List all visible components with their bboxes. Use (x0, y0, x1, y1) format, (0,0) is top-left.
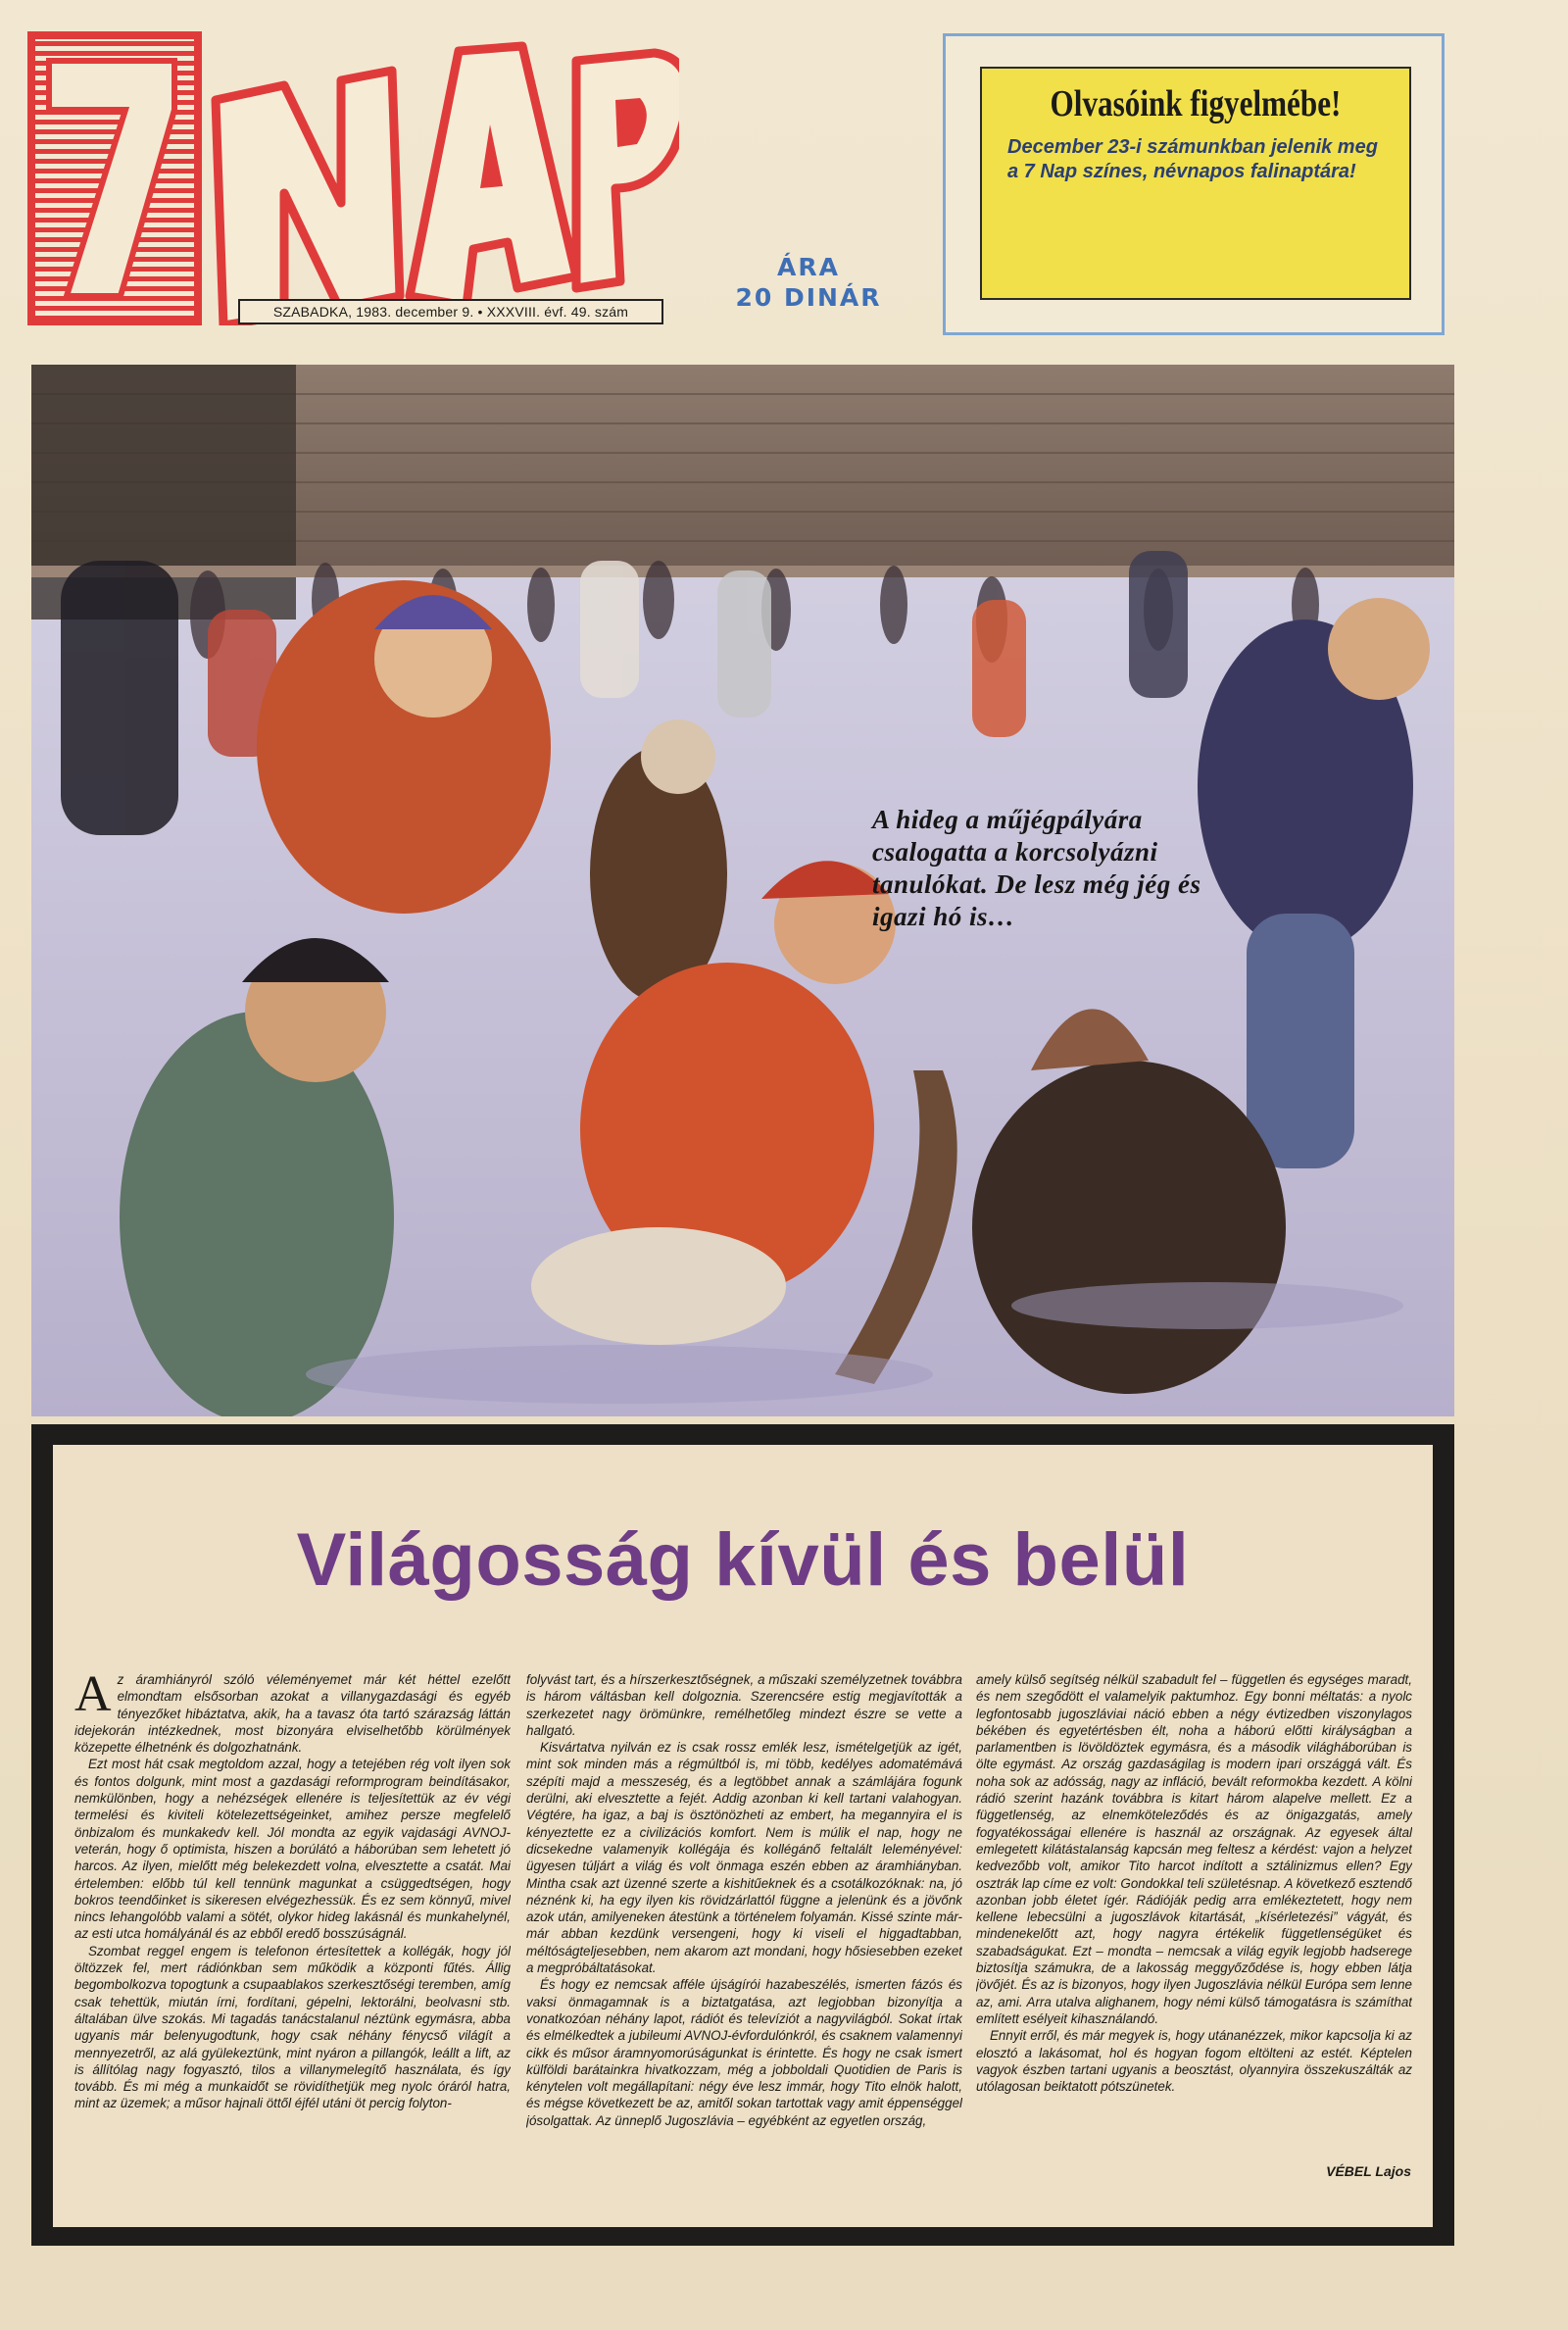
photo-caption: A hideg a műjégpályára csalogatta a korcsolyázni tanulókat. De lesz még jég és igazi hó is… (872, 805, 1201, 931)
notice-title: Olvasóink figyelmébe! (1050, 83, 1342, 124)
article-paragraph: Szombat reggel engem is telefonon értesítettek a kollégák, hogy jól öltözzek fel, mert rádiónkban sem működik a központi fűtés. Állig begombolkozva topogtunk a csupaablakos szerkesztőségi teremben, amíg csak tehettük, miután írni, fordítani, gépelni, lektorálni, beolvasni stb. általában ülve szokás. Mi tagadás tanácstalanul néztünk egymásra, abba ugyanis már belenyugodtunk, hogy csak néhány fénycső világít a mennyezetről, az alá gyülekeztünk, mint nyáron a pillangók, leállt a lift, az is állítólag nagy fogyasztó, tilos a villanymelegítő használata, és így tovább. És mi még a munkaidőt se rövidíthetjük meg nyolc óráról hatra, mint az üzemek; a műsor hajnali öttől éjfél utáni öt percig folyton- (74, 1943, 511, 2111)
price-label: ÁRA (777, 253, 840, 281)
article-column-1 (74, 1671, 511, 2196)
article-paragraph: Ennyit erről, és már megyek is, hogy utánanézzek, mikor kapcsolja ki az elosztó a lakásomat, hol és hogyan fogom eltölteni az estét. Képtelen vagyok észben tartani ugyanis a beosztást, olyannyira összekuszálták az utólagosan beiktatott pótszünetek. (976, 2028, 1412, 2095)
article-paragraph: folyvást tart, és a hírszerkesztőségnek, a műszaki személyzetnek továbbra is három váltásban kell dolgoznia. Szerencsére estig megjavították a szerkezetet nagy örömünkre, remélhetőleg mindezt észre se vette a hallgató. (526, 1672, 962, 1738)
article-author: VÉBEL Lajos (1326, 2163, 1411, 2179)
article-paragraph: És hogy ez nemcsak afféle újságírói hazabeszélés, ismerten fázós és vaksi önmagamnak is a biztatgatása, azt legjobban bizonyítja a vonatkozóan néhány lapot, rádiót és televíziót a nagyvilágból. Sokat írtak és elmélkedtek a jubileumi AVNOJ-évfordulónkról, és csaknem valamennyi cikk és műsor áramnyomorúságunkat is érintette. És hogy ne csak ismert külföldi barátainkra hivatkozzam, még a jobboldali Quotidien de Paris is kénytelen volt megállapítani: négy éve lesz immár, hogy Tito elnök halott, és mégse következett be az, amitől sokan tartottak vagy amit éppenséggel jósolgattak. Az ünneplő Jugoszlávia – egyébként az egyetlen ország, (526, 1977, 962, 2128)
drop-cap: A (74, 1671, 112, 1722)
price-block (706, 253, 911, 312)
article-column-3 (976, 1671, 1412, 2196)
dateline: SZABADKA, 1983. december 9. • XXXVIII. évf. 49. szám (238, 299, 663, 324)
article-column-2 (526, 1671, 962, 2196)
notice-body: December 23-i számunkban jelenik meg a 7 Nap színes, névnapos falinaptára! (1007, 136, 1378, 182)
article-paragraph: Ezt most hát csak megtoldom azzal, hogy a tetejében rég volt ilyen sok és fontos dolgunk, mint most a gazdasági reformprogram beindításakor, nemkülönben, hogy a nehézségek ellenére is teljesítettük az év végi termelési és kiviteli kötelezettségeinket, amihez persze megfelelő önbizalom és munkakedv kell. Jól mondta az egyik vajdasági AVNOJ-veterán, hogy ő optimista, hiszen a borúlátó a háborúban sem lehetett jó harcos. Az ilyen, mielőtt még belekezdett volna, elvesztette a csatát. Mai értelemben: előbb túl kell tennünk magunkat a csüggedtségen, hogy bokros teendőinket is sikeresen elvégezhessük. És ez sem könnyű, mivel nincs lehangolóbb valami a sötét, olykor hideg lakásnál és munkahelynél, az esti utca homályánál és az ebből eredő bosszúságnál. (74, 1757, 511, 1942)
article-headline: Világosság kívül és belül (296, 1518, 1190, 1602)
article-paragraph: z áramhiányról szóló véleményemet már két héttel ezelőtt elmondtam elsősorban azokat a villanygazdasági és egyéb tényezőket hibáztatva, akik, ha a tavasz óta tartó szárazság láttán idejekorán intézkednek, most bizonyára elviselhetőbb körülmények közepette élhetnénk és dolgozhatnánk. (74, 1672, 511, 1756)
notice-box (980, 67, 1411, 300)
newspaper-logo (27, 31, 679, 325)
article-paragraph: amely külső segítség nélkül szabadult fel – független és egységes maradt, és nem szegődött el valamelyik paktumhoz. Egy bonni méltatás: a nyolc legfontosabb jugoszláviai náció ebben a négy évtizedben viszonylagos békében és egyetértésben élt, noha a háború előtti királyságban a parlamentben is lövöldöztek egymásra, és a második világháborúban is ölte egymást. Az ország gazdaságilag is modern ipari országgá vált. És noha sok az adósság, nagy az infláció, bevált reformokba kezdett. A kölni rádió szerint hazánk továbbra is kitart három alapelve mellett. Ez a függetlenség, az elnemköteleződés és az önigazgatás, amely fogyatékosságai ellenére is használ az országnak. Az egyesek által emlegetett kilátástalanság kapcsán meg feltesz a kérdést: vajon a helyzet kedvezőbb volt, amikor Tito harcot indított a sztálinizmus ellen? Egy osztrák lap címe ez volt: Gondokkal teli születésnap. A következő esztendő azonban jobb életet ígér. Rádióják pedig arra emlékeztetett, hogy nem kellene lebecsülni a jugoszlávok kitartását, „kísérletezési” vágyát, és mindenekelőtt azt, hogy nagyra értékelik függetlenségüket és szabadságukat. Ezt – mondta – nemcsak a világ egyik legjobb hadserege biztosítja számukra, de a lakosság meggyőződése is, hogy ebben látja jövőjét. És az is bizonyos, hogy ilyen Jugoszlávia nélkül Európa sem lenne az, ami. Arra utalva alighanem, hogy némi külső támogatásra is számíthat említett esélyeit kihasználandó. (976, 1672, 1412, 2026)
cover-photo (31, 365, 1454, 1416)
article-paragraph: Kisvártatva nyilván ez is csak rossz emlék lesz, ismételgetjük az igét, mint sok minden más a régmúltból is, mi több, kedélyes adomatémává szépíti majd a messzeség, és a legtöbbet annak a számlájára fogunk derülni, aki elvesztette a fejét. Addig azonban ki kell tartani valahogyan. Végtére, ha igaz, a baj is ösztönözheti az embert, ha megannyira el is kényeztette ez a civilizációs komfort. Nem is múlik el nap, hogy ne dicsekedne valamenyik kollégája és kollégánő feltalált leleményével: ügyesen túljárt a világ és volt önmaga eszén ebben az áramhiányban. Mintha csak azt üzenné szerte a kishitűeknek és a csotálkozóknak: na, jó néznénk ki, ha egy ilyen kis rövidzárlattól függne a jelenünk és a jövőnk azok után, amilyeneken átestünk a történelem folyamán. Kissé szinte már-már abban kezdünk versengeni, hogy ki viseli el higgadtabban, méltóságteljesebben, nem akarom azt mondani, hogy hősiesebben ezeket a megpróbáltatásokat. (526, 1740, 962, 1976)
price-value: 20 DINÁR (735, 283, 882, 312)
